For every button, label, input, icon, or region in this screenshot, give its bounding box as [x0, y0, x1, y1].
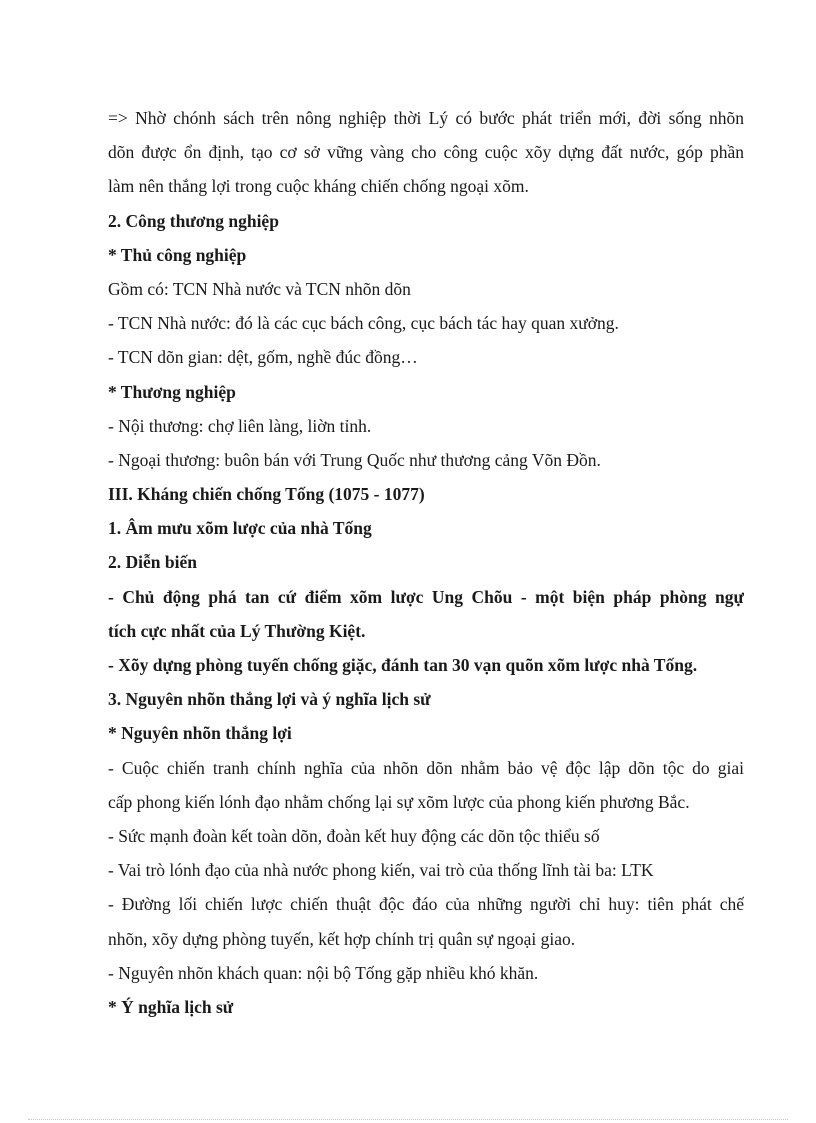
bullet-line-bold: - Xõy dựng phòng tuyến chống giặc, đánh tan 30 vạn quõn xõm lược nhà Tống. — [108, 655, 698, 675]
paragraph-line: Gồm có: TCN Nhà nước và TCN nhõn dõn — [108, 278, 411, 299]
bullet-line: - Đường lối chiến lược chiến thuật độc đáo của những người chỉ huy: tiên phát chế — [108, 894, 744, 915]
section-heading-commerce-industry: 2. Công thương nghiệp — [108, 210, 279, 231]
paragraph-line: nhõn, xõy dựng phòng tuyến, kết hợp chính trị quân sự ngoại giao. — [108, 928, 576, 949]
bullet-line: - TCN dõn gian: dệt, gốm, nghề đúc đồng… — [108, 347, 418, 368]
section-heading-events: 2. Diễn biến — [108, 552, 197, 573]
paragraph-line: dõn được ổn định, tạo cơ sở vững vàng cho công cuộc xõy dựng đất nước, góp phần — [108, 142, 744, 163]
paragraph-line: cấp phong kiến lónh đạo nhằm chống lại sự xõm lược của phong kiến phương Bắc. — [108, 791, 690, 812]
bullet-line: - Sức mạnh đoàn kết toàn dõn, đoàn kết huy động các dõn tộc thiểu số — [108, 825, 600, 846]
section-heading-invasion-plot: 1. Âm mưu xõm lược của nhà Tống — [108, 518, 372, 539]
subheading-handicraft: * Thủ công nghiệp — [108, 244, 247, 265]
bullet-line: - TCN Nhà nước: đó là các cục bách công, cục bách tác hay quan xưởng. — [108, 313, 619, 334]
bullet-line: - Nội thương: chợ liên làng, liờn tỉnh. — [108, 415, 372, 436]
chapter-heading-resistance: III. Kháng chiến chống Tống (1075 - 1077) — [108, 484, 425, 505]
bullet-line: - Ngoại thương: buôn bán với Trung Quốc như thương cảng Võn Đồn. — [108, 449, 601, 470]
section-heading-causes-significance: 3. Nguyên nhõn thắng lợi và ý nghĩa lịch sử — [108, 689, 431, 710]
paragraph-line: làm nên thắng lợi trong cuộc kháng chiến chống ngoại xõm. — [108, 176, 529, 197]
subheading-commerce: * Thương nghiệp — [108, 381, 236, 402]
bullet-line-bold: tích cực nhất của Lý Thường Kiệt. — [108, 620, 366, 641]
bullet-line: - Nguyên nhõn khách quan: nội bộ Tống gặp nhiều khó khăn. — [108, 962, 539, 983]
bullet-line: - Cuộc chiến tranh chính nghĩa của nhõn dõn nhằm bảo vệ độc lập dõn tộc do giai — [108, 757, 744, 778]
bullet-line: - Vai trò lónh đạo của nhà nước phong kiến, vai trò của thống lĩnh tài ba: LTK — [108, 860, 654, 881]
paragraph-line: => Nhờ chónh sách trên nông nghiệp thời Lý có bước phát triển mới, đời sống nhõn — [108, 108, 744, 128]
subheading-causes: * Nguyên nhõn thắng lợi — [108, 723, 292, 744]
subheading-significance: * Ý nghĩa lịch sử — [108, 996, 234, 1017]
document-body — [108, 101, 744, 1024]
bullet-line-bold: - Chủ động phá tan cứ điểm xõm lược Ung Chõu - một biện pháp phòng ngự — [108, 586, 744, 607]
page-bottom-divider — [28, 1119, 788, 1120]
